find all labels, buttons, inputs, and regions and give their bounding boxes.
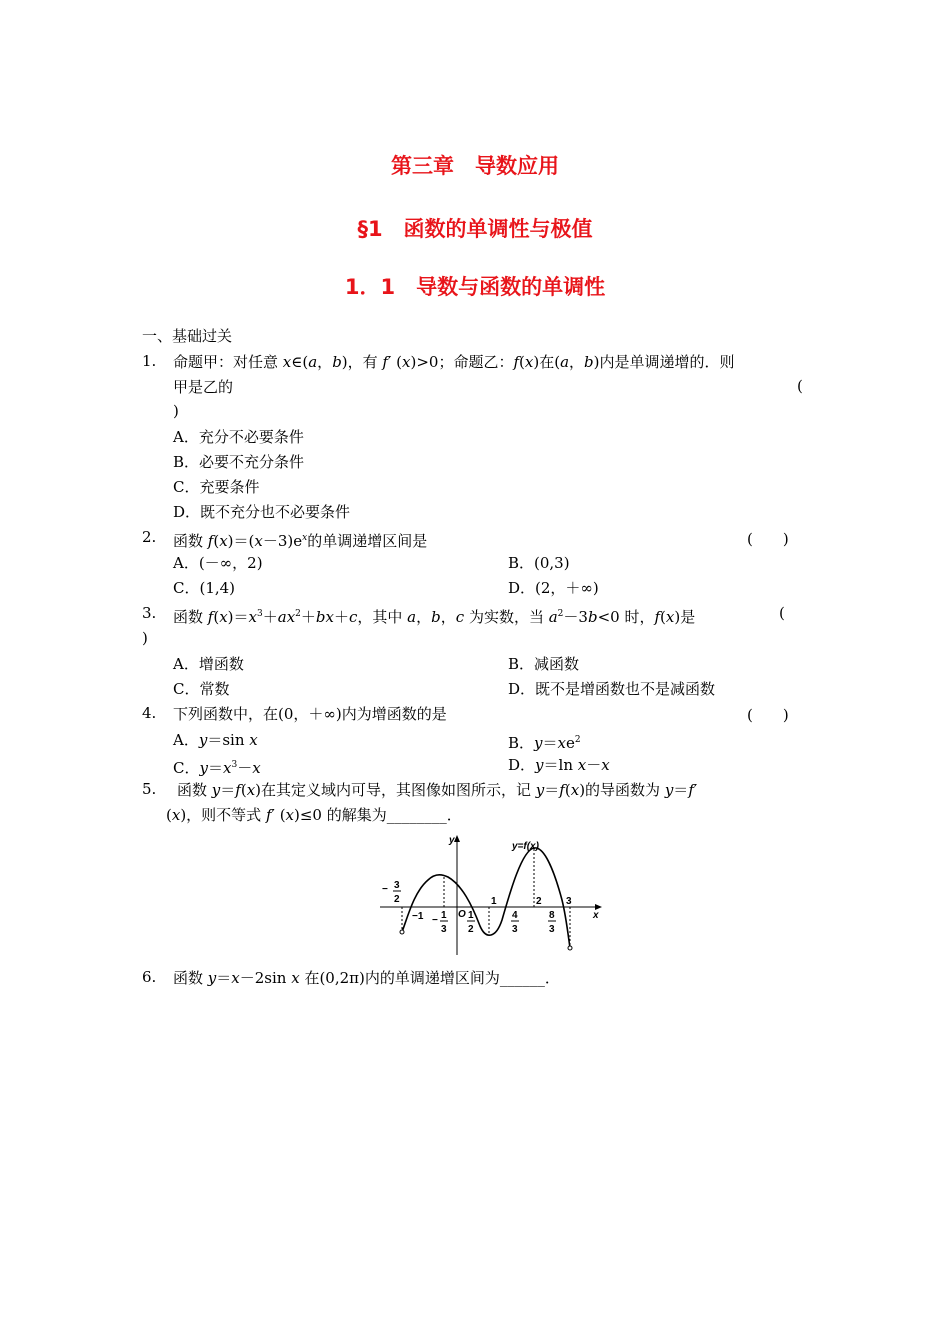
q4-option-c: C．$y=x^3-x$ [173,759,261,777]
q1-option-c: C．充要条件 [173,478,260,496]
tick-eight-thirds [548,910,556,935]
q3-option-d: D．既不是增函数也不是减函数 [508,680,716,698]
q1-option-b: B．必要不充分条件 [173,453,305,471]
q2-option-d: D．(2，＋∞) [508,579,599,597]
q4-option-b: B．$y=xe^2$ [508,734,581,752]
q3-stem: 函数 $f(x)=x^3+ax^2+bx+c$，其中 a，b，c 为实数，当 $a^2-3b<0$ 时，f(x)是 [173,608,696,626]
tick-minus-one-third [432,910,448,935]
section-title: §1 函数的单调性与极值 [357,217,593,241]
origin-label: O [458,909,466,920]
tick-one-half [467,910,475,935]
svg-text:3: 3 [441,924,447,935]
q3-option-b: B．减函数 [508,655,580,673]
y-axis-arrow [454,835,460,842]
svg-text:3: 3 [394,880,400,891]
q3-option-c: C．常数 [173,680,230,698]
q2-option-b: B．(0,3) [508,554,570,572]
q2-number: 2. [142,528,157,546]
q6-number: 6. [142,968,157,986]
svg-text:1: 1 [441,910,447,921]
svg-text:2: 2 [394,894,400,905]
q1-number: 1. [142,352,157,370]
q5-stem-line1: 函数 y＝f(x)在其定义域内可导，其图像如图所示，记 y＝f(x)的导函数为 y＝f′ [177,781,698,799]
svg-text:−: − [382,884,388,895]
svg-text:1: 1 [468,910,474,921]
svg-text:3: 3 [549,924,555,935]
q2-option-a: A．(－∞，2) [173,554,263,572]
tick-minus-one: −1 [412,911,424,922]
q1-option-d: D．既不充分也不必要条件 [173,503,351,521]
tick-four-thirds [511,910,519,935]
q1-option-a: A．充分不必要条件 [173,428,304,446]
q3-option-a: A．增函数 [173,655,244,673]
q2-option-c: C．(1,4) [173,579,236,597]
tick-one: 1 [491,896,497,907]
left-endpoint-open [400,930,404,934]
function-graph [372,830,612,960]
svg-text:4: 4 [512,910,518,921]
q6-stem: 函数 y＝x－2sin x 在(0,2π)内的单调递增区间为______． [173,969,560,987]
x-axis-label: x [593,910,599,921]
q1-stem-line1: 命题甲：对任意 x∈(a，b)，有 f′ (x)>0；命题乙：f(x)在(a，b)内是单调递增的．则 [173,353,735,371]
q1-answer-paren-open: ( [797,377,803,395]
part-heading: 一、基础过关 [142,327,233,345]
q5-number: 5. [142,780,157,798]
q4-stem: 下列函数中，在(0，＋∞)内为增函数的是 [173,705,447,723]
q3-number: 3. [142,604,157,622]
q1-answer-paren-close: ) [173,402,179,420]
q3-answer-paren-open: ( [779,604,785,622]
curve-label: y=f(x) [512,841,539,852]
tick-minus-three-halves [382,880,401,905]
svg-text:8: 8 [549,910,555,921]
q4-answer-paren: ( ) [747,706,789,724]
tick-two: 2 [536,896,542,907]
q2-answer-paren: ( ) [747,530,789,548]
y-axis-label: y [449,835,455,846]
q3-answer-paren-close: ) [142,629,148,647]
q4-option-d: D．y＝ln x－x [508,756,610,774]
svg-text:2: 2 [468,924,474,935]
svg-text:3: 3 [512,924,518,935]
q4-option-a: A．y＝sin x [173,731,258,749]
function-curve [402,848,570,948]
svg-text:−: − [432,915,438,926]
q4-number: 4. [142,704,157,722]
tick-three: 3 [566,896,572,907]
q2-stem: 函数 $f(x)=(x-3)e^x$的单调递增区间是 [173,532,428,550]
chapter-title: 第三章 导数应用 [391,154,559,178]
q5-stem-line2: (x)，则不等式 f′ (x)≤0 的解集为________． [166,806,462,824]
subsection-title: 1．1 导数与函数的单调性 [344,275,606,299]
q1-stem-line2: 甲是乙的 [173,378,234,396]
right-endpoint-open [568,946,572,950]
